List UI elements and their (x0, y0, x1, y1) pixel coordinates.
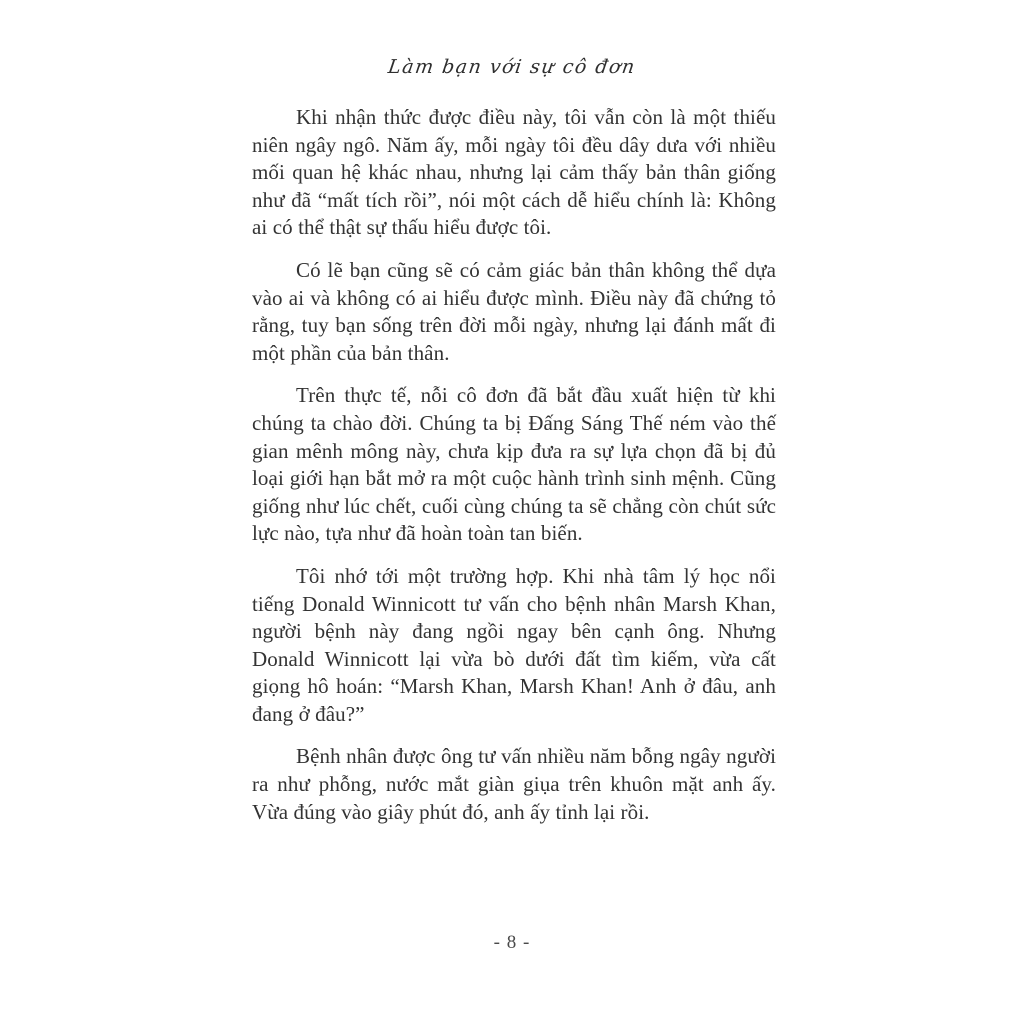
paragraph-2: Có lẽ bạn cũng sẽ có cảm giác bản thân không thể dựa vào ai và không có ai hiểu được mình. Điều này đã chứng tỏ rằng, tuy bạn sống trên đời mỗi ngày, nhưng lại đánh mất đi một phần của bản thân. (252, 257, 776, 365)
paragraph-1: Khi nhận thức được điều này, tôi vẫn còn là một thiếu niên ngây ngô. Năm ấy, mỗi ngày tôi đều dây dưa với nhiều mối quan hệ khác nhau, nhưng lại cảm thấy bản thân giống như đã “mất tích rồi”, nói một cách dễ hiểu chính là: Không ai có thể thật sự thấu hiểu được tôi. (252, 105, 776, 240)
paragraph-5: Bệnh nhân được ông tư vấn nhiều năm bỗng ngây người ra như phỗng, nước mắt giàn giụa trên khuôn mặt anh ấy. Vừa đúng vào giây phút đó, anh ấy tỉnh lại rồi. (252, 744, 776, 824)
paragraph-4: Tôi nhớ tới một trường hợp. Khi nhà tâm lý học nổi tiếng Donald Winnicott tư vấn cho bệnh nhân Marsh Khan, người bệnh này đang ngồi ngay bên cạnh ông. Nhưng Donald Winnicott lại vừa bò dưới đất tìm kiếm, vừa cất giọng hô hoán: “Marsh Khan, Marsh Khan! Anh ở đâu, anh đang ở đâu?” (252, 563, 776, 726)
page-body-text (252, 104, 776, 841)
page-number: - 8 - (493, 932, 531, 953)
running-header: Làm bạn với sự cô đơn (386, 56, 638, 78)
paragraph-3: Trên thực tế, nỗi cô đơn đã bắt đầu xuất hiện từ khi chúng ta chào đời. Chúng ta bị Đấng Sáng Thế ném vào thế gian mênh mông này, chưa kịp đưa ra sự lựa chọn đã bị đủ loại giới hạn bắt mở ra một cuộc hành trình sinh mệnh. Cũng giống như lúc chết, cuối cùng chúng ta sẽ chẳng còn chút sức lực nào, tựa như đã hoàn toàn tan biến. (252, 383, 776, 546)
